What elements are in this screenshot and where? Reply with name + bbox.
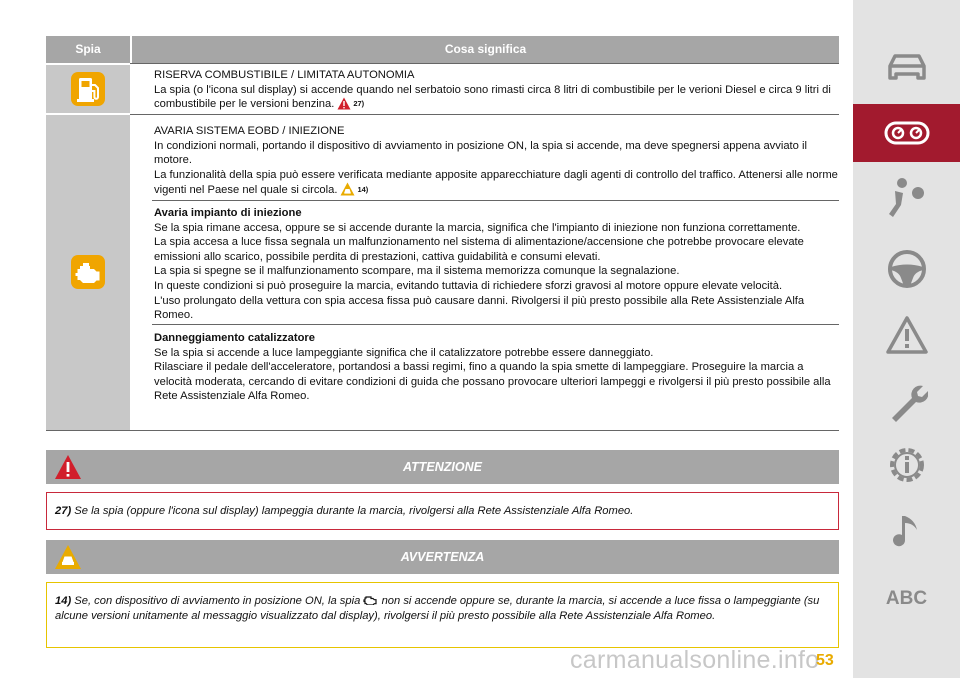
sidebar-item-index[interactable]	[853, 570, 960, 628]
warning-triangle-icon	[54, 454, 82, 480]
table-header	[46, 36, 839, 63]
caution-triangle-icon	[340, 182, 355, 196]
warning-triangle-icon	[885, 315, 929, 355]
row-divider	[152, 324, 839, 325]
engine-check-icon	[363, 595, 378, 605]
chapter-sidebar	[853, 0, 960, 678]
row-divider	[130, 63, 839, 64]
row-eobd-title: AVARIA SISTEMA EOBD / INIEZIONE	[154, 125, 345, 137]
sidebar-item-emergency[interactable]	[853, 306, 960, 364]
avvertenza-note: 14) Se, con dispositivo di avviamento in posizione ON, la spia non si accende oppure se, durante la marcia, si accende a luce fissa o lampeggiante (su alcune versioni unitamente al messaggio visualizzato dal display), rivolgersi il più presto possibile alla Rete Assistenziale Alfa Romeo.	[46, 582, 839, 648]
row-eobd-body1: In condizioni normali, portando il dispositivo di avviamento in posizione ON, la spia si accende, ma deve spegnersi appena avviato il motore.	[154, 139, 807, 167]
attenzione-note	[46, 492, 839, 530]
car-icon	[884, 50, 930, 84]
steering-wheel-icon	[886, 248, 928, 290]
avvertenza-banner	[46, 540, 839, 574]
note-number: 14)	[55, 595, 72, 607]
paragraph: La spia si spegne se il malfunzionamento scompare, ma il sistema memorizza comunque la segnalazione.	[154, 265, 680, 278]
paragraph: Se la spia si accende a luce lampeggiante significa che il catalizzatore potrebbe essere danneggiato.	[154, 346, 654, 359]
instrument-panel-icon	[884, 120, 930, 146]
header-spia: Spia	[75, 42, 101, 56]
header-cosa-significa: Cosa significa	[130, 36, 839, 63]
seatbelt-airbag-icon	[885, 175, 929, 219]
paragraph: Se la spia rimane accesa, oppure se si accende durante la marcia, significa che l'impianto di iniezione non funziona correttamente.	[154, 221, 801, 234]
sidebar-item-safety[interactable]	[853, 168, 960, 226]
subsection-title: Danneggiamento catalizzatore	[154, 332, 316, 344]
engine-check-icon	[71, 255, 105, 289]
sidebar-item-instruments[interactable]	[853, 104, 960, 162]
attenzione-title: ATTENZIONE	[403, 460, 482, 474]
row-fuel-text	[154, 68, 838, 112]
row-fuel-body: La spia (o l'icona sul display) si accende quando nel serbatoio sono rimasti circa 8 litri di combustibile per le verioni Diesel e circa 9 litri di combustibile per le versioni benzina. 27)	[154, 83, 831, 111]
sidebar-item-technical-data[interactable]	[853, 436, 960, 494]
wrench-icon	[886, 380, 928, 422]
icon-cell-engine	[46, 115, 130, 430]
row-eobd-text	[154, 124, 838, 198]
row-divider	[152, 200, 839, 201]
fuel-pump-icon	[71, 72, 105, 106]
row-divider	[130, 114, 839, 115]
sidebar-item-driving[interactable]	[853, 240, 960, 298]
row-eobd-body2: La funzionalità della spia può essere verificata mediante apposite apparecchiature dagli agenti di controllo del traffico. Attenersi alle norme vigenti nel Paese nel quale si circola. 14)	[154, 168, 838, 197]
caution-triangle-icon	[54, 544, 82, 570]
info-gear-icon	[885, 443, 929, 487]
ref-14: 14)	[357, 185, 369, 195]
sidebar-item-car[interactable]	[853, 38, 960, 96]
paragraph: In queste condizioni si può proseguire la marcia, evitando tuttavia di richiedere sforzi gravosi al motore oppure elevate velocità.	[154, 279, 783, 292]
avvertenza-title: AVVERTENZA	[400, 550, 485, 564]
paragraph: L'uso prolungato della vettura con spia accesa fissa può causare danni. Rivolgersi il più presto possibile alla Rete Assistenziale Alfa Romeo.	[154, 294, 805, 322]
table-bottom-line	[46, 430, 839, 431]
subsection-title: Avaria impianto di iniezione	[154, 207, 302, 219]
subsection-danneggiamento-catalizzatore	[154, 331, 838, 404]
sidebar-item-multimedia[interactable]	[853, 504, 960, 562]
abc-label: ABC	[885, 588, 928, 609]
music-note-icon	[891, 512, 923, 554]
paragraph: La spia accesa a luce fissa segnala un malfunzionamento nel sistema di alimentazione/accensione che potrebbe provocare elevate emissioni allo scarico, possibile perdita di prestazioni, cattiva guidabilità e consumi elevati.	[154, 236, 804, 263]
ref-27: 27)	[353, 99, 365, 109]
note-number: 27)	[55, 505, 72, 517]
sidebar-item-maintenance[interactable]	[853, 372, 960, 430]
watermark: carmanualsonline.info	[570, 646, 820, 674]
row-fuel-title: RISERVA COMBUSTIBILE / LIMITATA AUTONOMIA	[154, 69, 415, 81]
attenzione-text: Se la spia (oppure l'icona sul display) lampeggia durante la marcia, rivolgersi alla Rete Assistenziale Alfa Romeo.	[74, 505, 634, 517]
attenzione-banner	[46, 450, 839, 484]
warning-triangle-icon	[337, 97, 351, 110]
page-number: 53	[816, 652, 834, 669]
subsection-avaria-iniezione	[154, 206, 838, 323]
icon-cell-fuel	[46, 65, 130, 113]
paragraph: Rilasciare il pedale dell'acceleratore, portandosi a bassi regimi, fino a quando la spia smette di lampeggiare. Proseguire la marcia a velocità moderata, cercando di evitare condizioni di guida che possano provocare ulteriori lampeggi e rivolgersi il più presto possibile alla Rete Assistenziale Alfa Romeo.	[154, 361, 831, 403]
